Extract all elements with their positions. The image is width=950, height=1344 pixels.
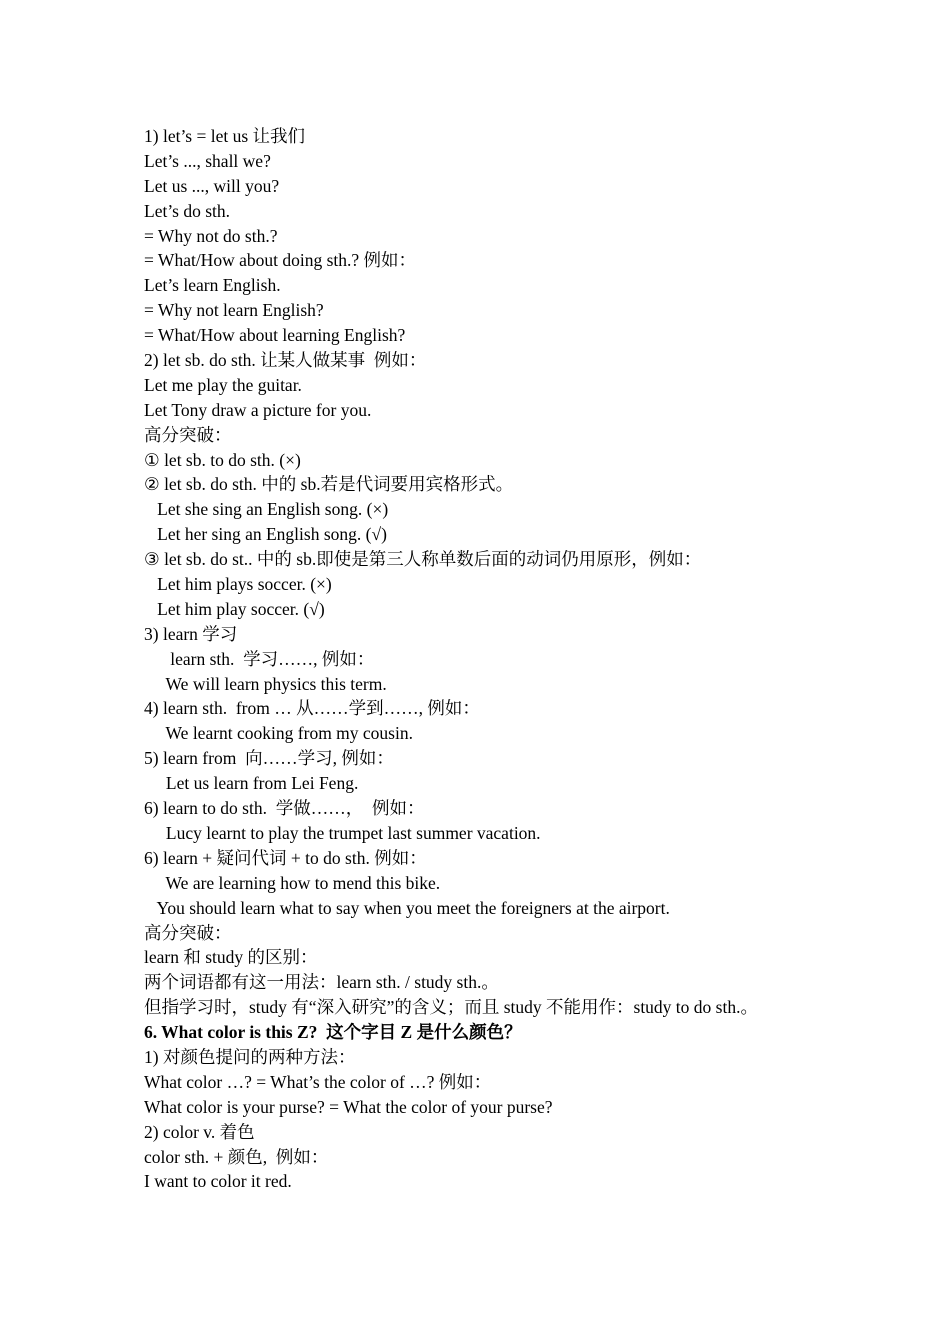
text-line: color sth. + 颜色, 例如： — [144, 1146, 329, 1167]
text-line: Let me play the guitar. — [144, 374, 302, 395]
text-line: Lucy learnt to play the trumpet last summer vacation. — [144, 822, 541, 843]
text-line: What color is your purse? = What the color of your purse? — [144, 1096, 553, 1117]
text-paragraph: 但指学习时，study 有“深入研究”的含义；而且 study 不能用作：study to do sth.。 — [144, 997, 758, 1018]
text-line: 2) color v. 着色 — [144, 1121, 255, 1142]
text-line: Let him plays soccer. (×) — [144, 574, 332, 595]
text-line: 5) learn from 向……学习, 例如： — [144, 748, 394, 769]
text-line: = Why not do sth.? — [144, 225, 278, 246]
text-line: learn 和 study 的区别： — [144, 947, 318, 968]
text-line: 2) let sb. do sth. 让某人做某事 例如： — [144, 350, 427, 371]
text-line: You should learn what to say when you meet the foreigners at the airport. — [144, 897, 670, 918]
text-line: 6) learn to do sth. 学做……， 例如： — [144, 798, 425, 819]
text-line: We learnt cooking from my cousin. — [144, 723, 413, 744]
section-heading: 高分突破： — [144, 424, 232, 445]
text-line: = Why not learn English? — [144, 300, 324, 321]
text-line: 6) learn + 疑问代词 + to do sth. 例如： — [144, 847, 427, 868]
document-body — [144, 124, 814, 1194]
text-line: 4) learn sth. from … 从……学到……, 例如： — [144, 698, 480, 719]
text-line: ③ let sb. do st.. 中的 sb.即使是第三人称单数后面的动词仍用原形，例如： — [144, 549, 702, 570]
text-line: = What/How about doing sth.? 例如： — [144, 250, 417, 271]
text-line: 1) 对颜色提问的两种方法： — [144, 1046, 356, 1067]
text-line: ② let sb. do sth. 中的 sb.若是代词要用宾格形式。 — [144, 474, 514, 495]
text-line: Let her sing an English song. (√) — [144, 524, 387, 545]
text-line: Let’s learn English. — [144, 275, 281, 296]
section-heading: 高分突破： — [144, 922, 232, 943]
text-line: Let him play soccer. (√) — [144, 598, 325, 619]
text-line: Let’s do sth. — [144, 200, 231, 221]
text-line: Let she sing an English song. (×) — [144, 499, 389, 520]
text-line: What color …? = What’s the color of …? 例如： — [144, 1071, 492, 1092]
text-line: We are learning how to mend this bike. — [144, 872, 441, 893]
text-line: ① let sb. to do sth. (×) — [144, 449, 301, 470]
text-line: Let us ..., will you? — [144, 175, 280, 196]
text-line: 1) let’s = let us 让我们 — [144, 126, 306, 146]
text-line: Let’s ..., shall we? — [144, 150, 271, 171]
text-line: Let Tony draw a picture for you. — [144, 399, 372, 420]
section-title: 6. What color is this Z? 这个字目 Z 是什么颜色？ — [144, 1022, 522, 1043]
text-line: = What/How about learning English? — [144, 325, 406, 346]
text-line: I want to color it red. — [144, 1171, 292, 1192]
text-line: 3) learn 学习 — [144, 623, 238, 644]
text-line: 两个词语都有这一用法：learn sth. / study sth.。 — [144, 972, 499, 993]
text-line: We will learn physics this term. — [144, 673, 387, 694]
text-line: Let us learn from Lei Feng. — [144, 773, 359, 794]
text-line: learn sth. 学习……, 例如： — [144, 648, 375, 669]
